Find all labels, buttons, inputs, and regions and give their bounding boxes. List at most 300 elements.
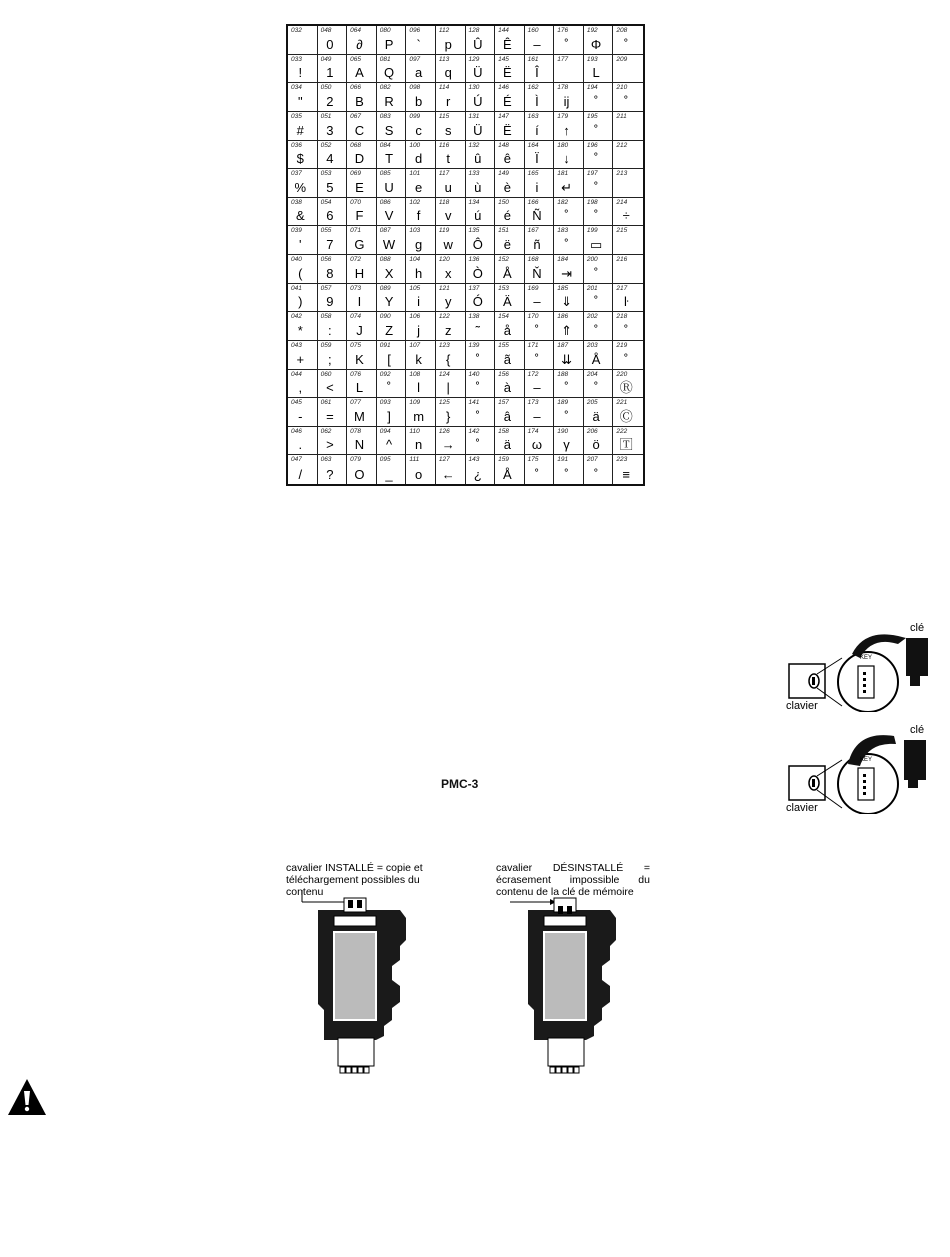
model-label: PMC-3 bbox=[441, 777, 479, 791]
char-glyph: ↑ bbox=[563, 122, 570, 138]
char-code: 197 bbox=[586, 170, 598, 178]
char-cell bbox=[288, 370, 318, 399]
char-code: 204 bbox=[586, 370, 598, 378]
char-glyph: ù bbox=[474, 179, 482, 195]
char-glyph: f bbox=[416, 208, 421, 224]
char-code: 188 bbox=[557, 370, 569, 378]
char-cell bbox=[318, 455, 348, 484]
char-glyph: g bbox=[415, 237, 423, 252]
char-cell bbox=[584, 55, 614, 84]
char-glyph: C bbox=[354, 122, 365, 138]
char-glyph: [ bbox=[387, 351, 391, 367]
char-glyph: { bbox=[446, 351, 451, 367]
memory-key-jumper-removed bbox=[510, 880, 640, 1080]
char-code: 163 bbox=[527, 112, 539, 120]
char-code: 082 bbox=[379, 84, 391, 92]
char-code: 179 bbox=[557, 112, 569, 120]
char-cell bbox=[377, 455, 407, 484]
char-cell bbox=[406, 169, 436, 198]
char-cell bbox=[347, 141, 377, 170]
char-code: 074 bbox=[350, 313, 362, 321]
char-cell bbox=[584, 341, 614, 370]
char-cell bbox=[495, 398, 525, 427]
char-cell bbox=[347, 55, 377, 84]
char-cell bbox=[318, 112, 348, 141]
char-glyph: 7 bbox=[326, 237, 334, 252]
char-glyph: Ô bbox=[472, 237, 483, 252]
char-glyph: ˚ bbox=[534, 467, 540, 482]
char-cell bbox=[613, 284, 643, 313]
char-glyph: ú bbox=[474, 208, 482, 224]
char-code: 191 bbox=[557, 456, 569, 464]
char-code: 182 bbox=[557, 198, 569, 206]
char-code: 105 bbox=[409, 284, 421, 292]
char-glyph: ˚ bbox=[475, 380, 480, 396]
char-glyph: ë bbox=[503, 237, 511, 252]
char-code: 112 bbox=[438, 27, 450, 34]
char-cell bbox=[288, 141, 318, 170]
char-code: 091 bbox=[379, 341, 391, 349]
char-code: 140 bbox=[468, 370, 480, 378]
char-cell bbox=[613, 83, 643, 112]
char-code: 086 bbox=[379, 198, 391, 206]
char-cell bbox=[318, 83, 348, 112]
jumper-removed-caption: cavalier DÉSINSTALLÉ = écrasement impossible du contenu de la clé de mémoire bbox=[496, 862, 650, 898]
char-code: 175 bbox=[527, 456, 539, 464]
char-code: 071 bbox=[350, 227, 362, 235]
char-glyph: k bbox=[415, 351, 422, 367]
char-glyph: 4 bbox=[326, 151, 334, 167]
char-glyph: Ê bbox=[503, 36, 512, 52]
char-cell bbox=[347, 226, 377, 255]
char-cell bbox=[318, 26, 348, 55]
char-glyph: ; bbox=[328, 351, 332, 367]
char-code: 159 bbox=[498, 456, 509, 464]
char-code: 056 bbox=[320, 256, 332, 263]
char-cell bbox=[613, 198, 643, 227]
char-cell bbox=[377, 112, 407, 141]
char-code: 193 bbox=[586, 55, 598, 63]
char-glyph: 8 bbox=[326, 265, 334, 281]
char-code: 135 bbox=[468, 227, 480, 235]
char-cell bbox=[584, 455, 614, 484]
char-code: 129 bbox=[468, 55, 480, 63]
char-cell bbox=[466, 169, 496, 198]
char-cell bbox=[525, 55, 555, 84]
char-glyph: ä bbox=[592, 408, 600, 424]
char-cell bbox=[436, 26, 466, 55]
char-glyph: U bbox=[384, 179, 394, 195]
char-glyph: L bbox=[355, 380, 364, 396]
char-cell bbox=[347, 83, 377, 112]
char-code: 215 bbox=[616, 227, 628, 235]
char-glyph: Ò bbox=[472, 265, 483, 281]
char-code: 212 bbox=[616, 141, 628, 149]
char-cell bbox=[525, 255, 555, 284]
char-glyph: l bbox=[417, 380, 421, 396]
char-glyph: * bbox=[297, 322, 303, 338]
char-code: 201 bbox=[586, 284, 598, 292]
char-cell bbox=[554, 198, 584, 227]
char-cell bbox=[554, 455, 584, 484]
char-glyph: J bbox=[356, 322, 363, 338]
char-code: 192 bbox=[586, 27, 598, 34]
char-cell bbox=[495, 198, 525, 227]
char-code: 142 bbox=[468, 427, 480, 435]
char-code: 162 bbox=[527, 84, 539, 92]
char-glyph: d bbox=[415, 151, 423, 167]
char-cell bbox=[318, 141, 348, 170]
char-glyph: ˚ bbox=[534, 351, 540, 367]
char-glyph: ¿ bbox=[473, 467, 482, 482]
char-glyph: ij bbox=[563, 93, 570, 109]
char-cell bbox=[525, 341, 555, 370]
char-code: 221 bbox=[616, 399, 628, 407]
char-cell bbox=[288, 55, 318, 84]
char-cell bbox=[377, 427, 407, 456]
char-code: 166 bbox=[527, 198, 539, 206]
char-glyph: ( bbox=[298, 265, 303, 281]
char-glyph: D bbox=[354, 151, 365, 167]
char-cell bbox=[288, 427, 318, 456]
char-code: 069 bbox=[350, 170, 362, 178]
char-glyph: ˚ bbox=[475, 408, 480, 424]
char-code: 178 bbox=[557, 84, 569, 92]
char-cell bbox=[406, 427, 436, 456]
char-code: 098 bbox=[409, 84, 421, 92]
char-code: 198 bbox=[586, 198, 598, 206]
char-code: 109 bbox=[409, 399, 421, 407]
char-code: 046 bbox=[291, 427, 302, 435]
char-code: 213 bbox=[616, 170, 628, 178]
char-glyph: R bbox=[384, 93, 394, 109]
char-code: 139 bbox=[468, 341, 480, 349]
char-cell bbox=[495, 226, 525, 255]
char-glyph: V bbox=[384, 208, 394, 224]
char-code: 077 bbox=[350, 399, 362, 407]
char-cell bbox=[288, 26, 318, 55]
char-code: 222 bbox=[616, 427, 628, 435]
char-cell bbox=[436, 427, 466, 456]
char-glyph: – bbox=[533, 294, 541, 310]
char-glyph: Ñ bbox=[532, 208, 542, 224]
char-code: 177 bbox=[557, 55, 569, 63]
char-code: 200 bbox=[586, 256, 598, 263]
char-cell bbox=[554, 112, 584, 141]
char-cell bbox=[525, 198, 555, 227]
char-glyph: ˚ bbox=[624, 322, 629, 338]
char-glyph: 6 bbox=[326, 208, 334, 224]
char-code: 149 bbox=[498, 170, 509, 178]
char-glyph: Ä bbox=[503, 294, 512, 310]
char-code: 202 bbox=[586, 313, 598, 321]
char-glyph: i bbox=[535, 179, 539, 195]
char-code: 040 bbox=[291, 256, 302, 263]
char-glyph: 1 bbox=[326, 65, 334, 81]
char-cell bbox=[377, 83, 407, 112]
char-glyph: _ bbox=[385, 467, 393, 482]
char-code: 147 bbox=[498, 112, 509, 120]
char-cell bbox=[466, 255, 496, 284]
char-glyph: à bbox=[503, 380, 511, 396]
char-cell bbox=[466, 341, 496, 370]
char-glyph: Ï bbox=[535, 151, 539, 167]
char-code: 059 bbox=[320, 341, 332, 349]
char-code: 211 bbox=[616, 112, 627, 120]
char-code: 068 bbox=[350, 141, 362, 149]
char-cell bbox=[347, 312, 377, 341]
char-code: 125 bbox=[438, 399, 450, 407]
char-glyph: > bbox=[326, 437, 334, 453]
char-glyph: } bbox=[446, 408, 451, 424]
char-glyph: ˚ bbox=[593, 467, 599, 482]
char-cell bbox=[466, 284, 496, 313]
char-code: 063 bbox=[320, 456, 332, 464]
char-cell bbox=[613, 341, 643, 370]
char-glyph: 2 bbox=[326, 93, 334, 109]
char-code: 132 bbox=[468, 141, 480, 149]
char-code: 092 bbox=[379, 370, 391, 378]
char-cell bbox=[495, 141, 525, 170]
char-cell bbox=[347, 427, 377, 456]
char-glyph: ˚ bbox=[564, 36, 569, 52]
char-cell bbox=[584, 141, 614, 170]
char-code: 058 bbox=[320, 313, 332, 321]
char-glyph: Å bbox=[503, 467, 512, 482]
char-cell bbox=[318, 169, 348, 198]
char-glyph: M bbox=[354, 408, 365, 424]
char-cell bbox=[436, 398, 466, 427]
char-glyph: ñ bbox=[533, 237, 541, 252]
char-glyph: N bbox=[354, 437, 365, 453]
char-glyph: – bbox=[533, 380, 541, 396]
char-cell bbox=[288, 198, 318, 227]
char-glyph: p bbox=[444, 36, 452, 52]
char-code: 101 bbox=[409, 170, 421, 178]
char-glyph: 5 bbox=[326, 179, 334, 195]
char-code: 168 bbox=[527, 256, 539, 263]
char-cell bbox=[584, 226, 614, 255]
char-glyph: T bbox=[385, 151, 394, 167]
char-code: 146 bbox=[498, 84, 509, 92]
char-cell bbox=[613, 26, 643, 55]
char-code: 214 bbox=[616, 198, 628, 206]
char-cell bbox=[406, 398, 436, 427]
char-cell bbox=[436, 55, 466, 84]
char-cell bbox=[377, 255, 407, 284]
char-code: 072 bbox=[350, 256, 362, 263]
char-code: 217 bbox=[616, 284, 628, 292]
char-cell bbox=[436, 198, 466, 227]
char-glyph: û bbox=[474, 151, 482, 167]
char-code: 128 bbox=[468, 27, 480, 34]
keypad-key-illustration bbox=[786, 724, 936, 814]
char-glyph: 🅃 bbox=[619, 437, 633, 453]
key-insertion-figure-2 bbox=[786, 724, 936, 814]
char-cell bbox=[347, 398, 377, 427]
char-cell bbox=[347, 255, 377, 284]
char-glyph: h bbox=[415, 265, 423, 281]
char-glyph: ω bbox=[531, 437, 543, 453]
char-code: 110 bbox=[409, 427, 420, 435]
char-cell bbox=[613, 112, 643, 141]
char-glyph: Å bbox=[591, 351, 601, 367]
char-glyph: ä bbox=[503, 437, 511, 453]
char-code: 117 bbox=[438, 170, 450, 178]
keypad-key-illustration bbox=[786, 622, 936, 712]
char-cell bbox=[613, 370, 643, 399]
char-code: 034 bbox=[291, 84, 302, 92]
char-code: 055 bbox=[320, 227, 332, 235]
char-cell bbox=[318, 398, 348, 427]
char-code: 158 bbox=[498, 427, 509, 435]
char-glyph: ) bbox=[298, 294, 303, 310]
char-code: 104 bbox=[409, 256, 421, 263]
char-code: 203 bbox=[586, 341, 598, 349]
char-cell bbox=[318, 255, 348, 284]
char-glyph: ê bbox=[503, 151, 511, 167]
keypad-label: clavier bbox=[786, 802, 818, 814]
char-code: 090 bbox=[379, 313, 391, 321]
char-glyph: G bbox=[354, 237, 365, 252]
char-cell bbox=[525, 455, 555, 484]
char-glyph: ÷ bbox=[622, 208, 630, 224]
char-glyph: o bbox=[415, 467, 423, 482]
char-cell bbox=[406, 284, 436, 313]
char-code: 160 bbox=[527, 27, 539, 34]
memory-key-jumper-installed bbox=[300, 880, 430, 1080]
char-code: 038 bbox=[291, 198, 302, 206]
char-glyph: H bbox=[354, 265, 365, 281]
char-glyph: – bbox=[533, 36, 541, 52]
char-glyph: Ⓒ bbox=[619, 408, 633, 424]
key-label: clé bbox=[910, 724, 925, 736]
char-cell bbox=[377, 398, 407, 427]
char-cell bbox=[377, 341, 407, 370]
char-code: 206 bbox=[586, 427, 598, 435]
char-code: 107 bbox=[409, 341, 421, 349]
char-cell bbox=[288, 455, 318, 484]
char-glyph: W bbox=[382, 237, 396, 252]
char-code: 089 bbox=[379, 284, 391, 292]
char-code: 141 bbox=[468, 399, 480, 407]
char-cell bbox=[525, 226, 555, 255]
char-code: 035 bbox=[291, 112, 302, 120]
char-glyph: ' bbox=[299, 237, 302, 252]
char-cell bbox=[406, 83, 436, 112]
char-code: 143 bbox=[468, 456, 480, 464]
char-code: 186 bbox=[557, 313, 569, 321]
char-cell bbox=[377, 284, 407, 313]
char-cell bbox=[466, 398, 496, 427]
char-code: 061 bbox=[320, 399, 332, 407]
char-cell bbox=[495, 83, 525, 112]
char-glyph: ˚ bbox=[475, 437, 480, 453]
char-cell bbox=[613, 141, 643, 170]
char-cell bbox=[466, 226, 496, 255]
char-glyph: ˚ bbox=[564, 237, 569, 252]
char-glyph: ˚ bbox=[624, 93, 629, 109]
char-cell bbox=[377, 226, 407, 255]
char-glyph: 0 bbox=[326, 36, 334, 52]
char-code: 039 bbox=[291, 227, 302, 235]
char-glyph: K bbox=[355, 351, 364, 367]
char-code: 111 bbox=[409, 456, 420, 464]
char-glyph: z bbox=[444, 322, 452, 338]
char-glyph: E bbox=[355, 179, 364, 195]
char-cell bbox=[288, 284, 318, 313]
char-cell bbox=[318, 226, 348, 255]
char-cell bbox=[613, 169, 643, 198]
char-glyph: ˚ bbox=[564, 408, 569, 424]
char-cell bbox=[554, 341, 584, 370]
char-code: 218 bbox=[616, 313, 628, 321]
char-code: 167 bbox=[527, 227, 539, 235]
char-cell bbox=[584, 370, 614, 399]
port-label: KEY bbox=[860, 655, 873, 661]
char-glyph: ˜ bbox=[475, 322, 480, 338]
char-cell bbox=[525, 370, 555, 399]
char-code: 032 bbox=[291, 27, 302, 34]
char-glyph: â bbox=[503, 408, 511, 424]
char-code: 180 bbox=[557, 141, 569, 149]
char-code: 057 bbox=[320, 284, 332, 292]
warning-triangle-icon bbox=[6, 1077, 48, 1117]
char-cell bbox=[525, 427, 555, 456]
char-cell bbox=[347, 169, 377, 198]
char-cell bbox=[466, 112, 496, 141]
char-cell bbox=[495, 312, 525, 341]
char-code: 176 bbox=[557, 27, 569, 34]
char-glyph: Ë bbox=[503, 65, 512, 81]
char-code: 184 bbox=[557, 256, 569, 263]
char-glyph: ↓ bbox=[563, 151, 570, 167]
char-cell bbox=[436, 141, 466, 170]
char-glyph: ŀ bbox=[624, 294, 629, 310]
char-glyph: $ bbox=[296, 151, 304, 167]
char-glyph: u bbox=[444, 179, 452, 195]
char-cell bbox=[495, 370, 525, 399]
char-glyph: P bbox=[384, 36, 394, 52]
char-cell bbox=[584, 398, 614, 427]
char-code: 049 bbox=[320, 55, 332, 63]
char-code: 210 bbox=[616, 84, 628, 92]
char-glyph: ˚ bbox=[593, 322, 599, 338]
char-code: 062 bbox=[320, 427, 332, 435]
char-cell bbox=[525, 141, 555, 170]
keypad-label: clavier bbox=[786, 700, 818, 712]
char-glyph: ˚ bbox=[564, 467, 569, 482]
char-cell bbox=[347, 284, 377, 313]
char-cell bbox=[436, 284, 466, 313]
char-code: 172 bbox=[527, 370, 539, 378]
char-cell bbox=[554, 83, 584, 112]
char-code: 118 bbox=[438, 198, 450, 206]
char-cell bbox=[406, 112, 436, 141]
char-code: 102 bbox=[409, 198, 421, 206]
char-glyph: 9 bbox=[326, 294, 334, 310]
char-code: 173 bbox=[527, 399, 539, 407]
char-code: 127 bbox=[438, 456, 450, 464]
char-cell bbox=[377, 169, 407, 198]
char-cell bbox=[288, 255, 318, 284]
char-cell bbox=[554, 226, 584, 255]
char-glyph: Q bbox=[383, 65, 395, 81]
char-code: 157 bbox=[498, 399, 509, 407]
char-glyph: a bbox=[415, 65, 423, 81]
char-code: 154 bbox=[498, 313, 509, 321]
char-glyph: ˚ bbox=[593, 179, 599, 195]
